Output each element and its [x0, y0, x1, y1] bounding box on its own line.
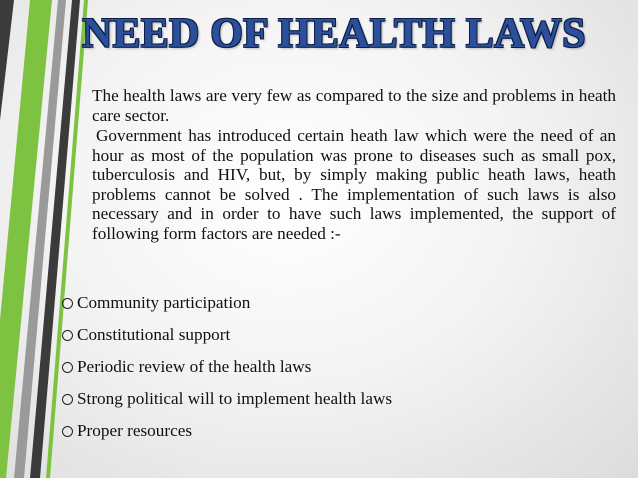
detail-paragraph: Government has introduced certain heath law which were the need of an hour as most of the population was prone to diseases such as small pox, tuberculosis and HIV, but, by simply making public heath laws, heath problems cannot be solved . The implementation of such laws is also necessary and in order to have such laws implemented, the support of following form factors are needed :-	[92, 126, 616, 243]
factor-list	[62, 287, 622, 447]
list-item-text: Constitutional support	[77, 325, 231, 344]
hollow-circle-icon	[62, 362, 73, 373]
hollow-circle-icon	[62, 298, 73, 309]
hollow-circle-icon	[62, 426, 73, 437]
list-item	[62, 415, 622, 447]
list-item	[62, 287, 622, 319]
list-item	[62, 351, 622, 383]
stripe-dark-left	[0, 0, 14, 120]
slide-title: NEED OF HEALTH LAWS	[82, 11, 586, 57]
hollow-circle-icon	[62, 394, 73, 405]
hollow-circle-icon	[62, 330, 73, 341]
list-item-text: Community participation	[77, 293, 251, 312]
list-item-text: Periodic review of the health laws	[77, 357, 312, 376]
list-item-text: Proper resources	[77, 421, 193, 440]
intro-paragraph: The health laws are very few as compared to the size and problems in heath care sector.	[92, 86, 616, 125]
list-item	[62, 383, 622, 415]
list-item-text: Strong political will to implement health laws	[77, 389, 393, 408]
list-item	[62, 319, 622, 351]
